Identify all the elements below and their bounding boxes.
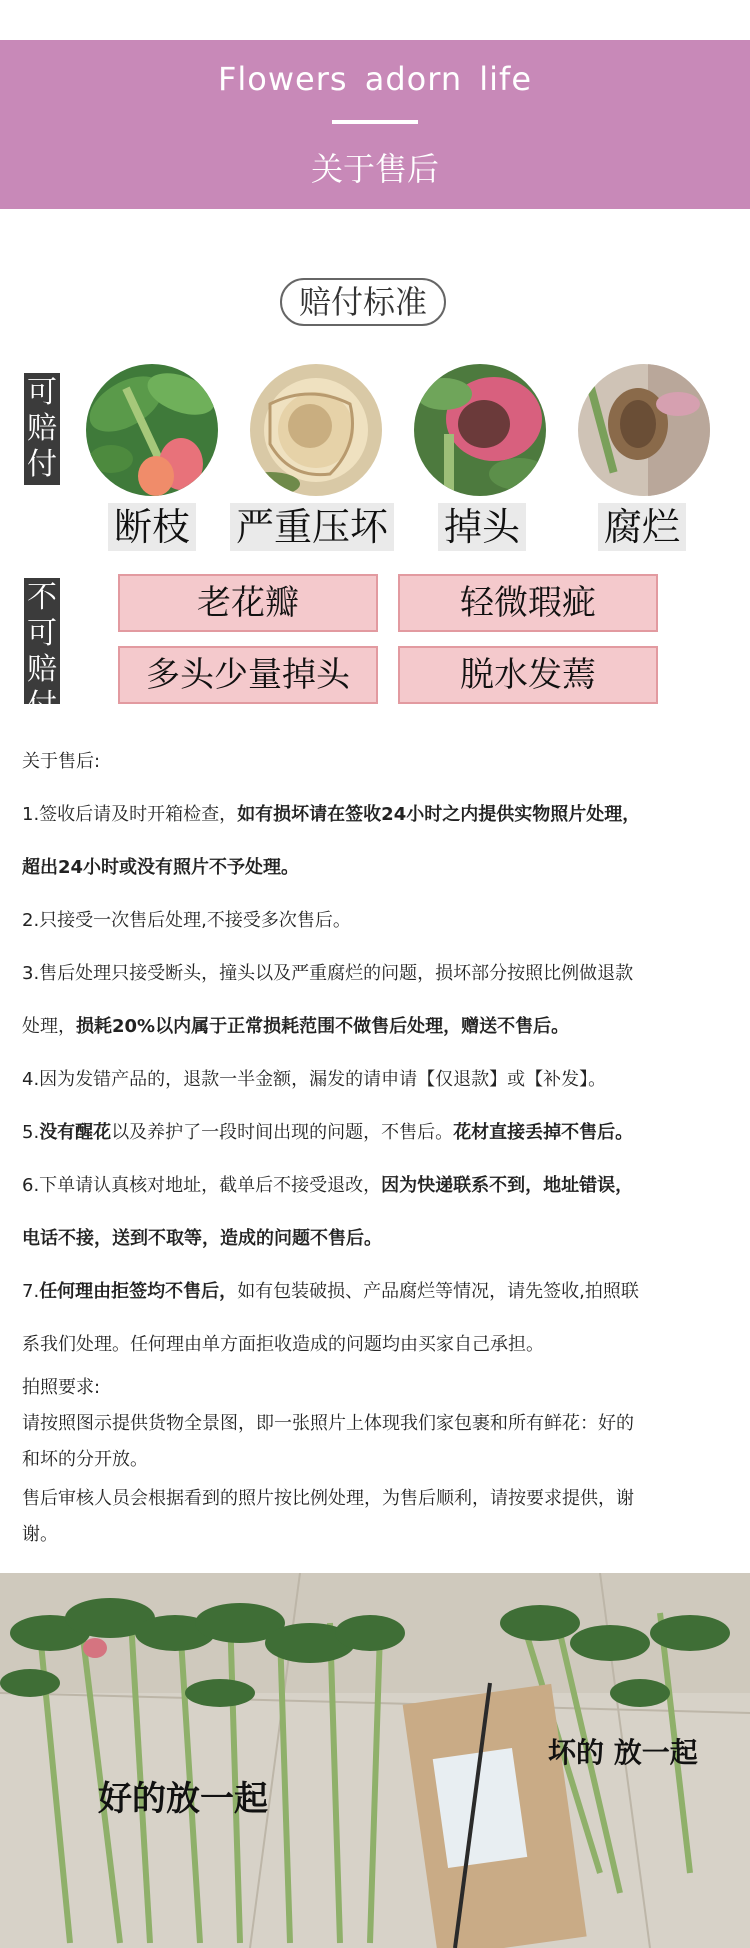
photo-requirements-2: 售后审核人员会根据看到的照片按比例处理，为售后顺利，请按要求提供，谢 [22,1488,634,1509]
aftersales-item-1: 1.签收后请及时开箱检查，如有损坏请在签收24小时之内提供实物照片处理， [22,804,641,825]
example-photo [0,1573,750,1948]
bad-together-label: 坏的 放一起 [548,1736,698,1769]
aftersales-item-7-cont: 系我们处理。任何理由单方面拒收造成的问题均由买家自己承担。 [22,1334,544,1355]
compensable-item-broken-stem: 断枝 [108,503,196,551]
compensation-heading: 赔付标准 [280,278,446,326]
compensable-item-broken-head: 掉头 [438,503,526,551]
compensable-item-rotten: 腐烂 [598,503,686,551]
photo-requirements-title: 拍照要求: [22,1377,101,1398]
aftersales-item-5: 5.没有醒花以及养护了一段时间出现的问题，不售后。花材直接丢掉不售后。 [22,1122,634,1143]
compensable-label: 可 赔 付 [24,373,60,485]
photo-requirements-1-cont: 和坏的分开放。 [22,1449,148,1470]
compensable-item-crushed: 严重压坏 [230,503,394,551]
non-compensable-label: 不 可 赔 付 [24,578,60,704]
aftersales-item-7: 7.任何理由拒签均不售后，如有包装破损、产品腐烂等情况，请先签收,拍照联 [22,1281,639,1302]
non-compensable-old-petals: 老花瓣 [118,574,378,632]
aftersales-item-4: 4.因为发错产品的，退款一半金额，漏发的请申请【仅退款】或【补发】。 [22,1069,607,1090]
non-compensable-minor-flaws: 轻微瑕疵 [398,574,658,632]
banner-title-en: Flowers adorn life [217,60,532,98]
aftersales-item-3: 3.售后处理只接受断头，撞头以及严重腐烂的问题，损坏部分按照比例做退款 [22,963,634,984]
banner-divider [332,120,418,124]
banner-title-cn: 关于售后 [310,150,439,188]
aftersales-item-1-cont: 超出24小时或没有照片不予处理。 [22,857,300,878]
rotten-flower-photo [578,364,710,496]
photo-requirements-1: 请按照图示提供货物全景图，即一张照片上体现我们家包裹和所有鲜花：好的 [22,1413,634,1434]
non-compensable-wilted: 脱水发蔫 [398,646,658,704]
crushed-flower-photo [250,364,382,496]
photo-requirements-2-cont: 谢。 [22,1524,58,1545]
header-banner [0,40,750,209]
non-compensable-few-heads: 多头少量掉头 [118,646,378,704]
broken-head-photo [414,364,546,496]
aftersales-item-2: 2.只接受一次售后处理,不接受多次售后。 [22,910,351,931]
aftersales-item-3-cont: 处理，损耗20%以内属于正常损耗范围不做售后处理，赠送不售后。 [22,1016,570,1037]
good-together-label: 好的放一起 [98,1779,268,1819]
aftersales-item-6-cont: 电话不接，送到不取等，造成的问题不售后。 [22,1228,382,1249]
aftersales-intro: 关于售后: [22,751,101,772]
aftersales-item-6: 6.下单请认真核对地址，截单后不接受退改，因为快递联系不到，地址错误， [22,1175,634,1196]
broken-stem-photo [86,364,218,496]
